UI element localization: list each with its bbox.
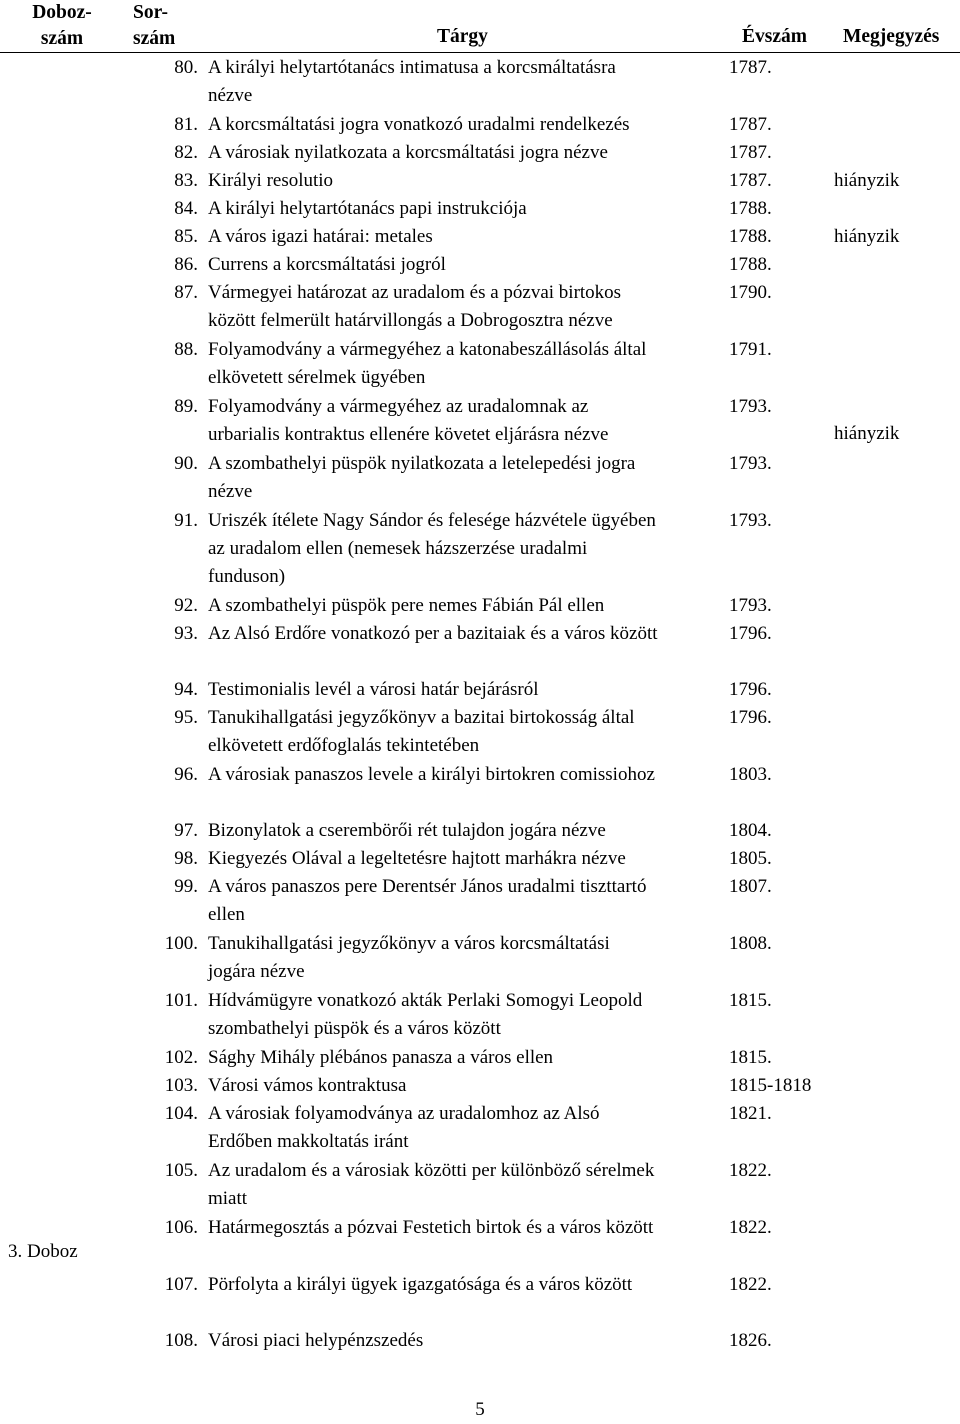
- item-year: 1793.: [729, 396, 772, 417]
- item-number: 104.: [164, 1103, 198, 1124]
- item-subject: Királyi resolutio: [208, 170, 334, 191]
- item-year: 1787.: [729, 170, 772, 191]
- item-number: 98.: [174, 848, 198, 869]
- item-subject: Városi vámos kontraktusa: [208, 1075, 407, 1096]
- item-year: 1787.: [729, 142, 772, 163]
- item-year: 1807.: [729, 876, 772, 897]
- item-year: 1791.: [729, 339, 772, 360]
- item-number: 94.: [174, 679, 198, 700]
- item-number: 90.: [174, 453, 198, 474]
- item-subject: Hídvámügyre vonatkozó akták Perlaki Somogyi Leopold szombathelyi püspök és a város között: [208, 990, 643, 1039]
- item-subject: Tanukihallgatási jegyzőkönyv a város korcsmáltatási jogára nézve: [208, 933, 610, 982]
- item-year: 1822.: [729, 1274, 772, 1295]
- item-number: 89.: [174, 396, 198, 417]
- item-number: 105.: [164, 1160, 198, 1181]
- item-number: 101.: [164, 990, 198, 1011]
- item-year: 1815-1818: [729, 1075, 812, 1096]
- item-subject: Vármegyei határozat az uradalom és a pózvai birtokos között felmerült határvillongás a Dobrogosztra nézve: [208, 282, 622, 331]
- item-subject: A szombathelyi püspök nyilatkozata a letelepedési jogra nézve: [208, 453, 636, 502]
- item-number: 87.: [174, 282, 198, 303]
- page-number: 5: [475, 1399, 485, 1420]
- item-subject: Sághy Mihály plébános panasza a város ellen: [208, 1047, 554, 1068]
- item-year: 1826.: [729, 1330, 772, 1351]
- item-subject: A városiak panaszos levele a királyi birtokren comissiohoz: [208, 764, 655, 785]
- item-number: 93.: [174, 623, 198, 644]
- item-year: 1796.: [729, 623, 772, 644]
- item-year: 1796.: [729, 679, 772, 700]
- item-year: 1787.: [729, 57, 772, 78]
- item-number: 108.: [164, 1330, 198, 1351]
- item-subject: A királyi helytartótanács papi instrukciója: [208, 198, 527, 219]
- item-number: 102.: [164, 1047, 198, 1068]
- item-subject: Folyamodvány a vármegyéhez a katonabeszállásolás által elkövetett sérelmek ügyében: [208, 339, 647, 388]
- item-number: 88.: [174, 339, 198, 360]
- item-number: 100.: [164, 933, 198, 954]
- item-number: 85.: [174, 226, 198, 247]
- item-subject: A királyi helytartótanács intimatusa a korcsmáltatásra nézve: [208, 57, 616, 106]
- item-subject: Városi piaci helypénzszedés: [208, 1330, 424, 1351]
- item-number: 84.: [174, 198, 198, 219]
- item-number: 83.: [174, 170, 198, 191]
- item-subject: Tanukihallgatási jegyzőkönyv a bazitai birtokosság által elkövetett erdőfoglalás tekintetében: [208, 707, 635, 756]
- header-note: Megjegyzés: [843, 26, 940, 47]
- item-number: 107.: [164, 1274, 198, 1295]
- item-year: 1788.: [729, 254, 772, 275]
- item-year: 1793.: [729, 453, 772, 474]
- item-year: 1822.: [729, 1160, 772, 1181]
- item-subject: Az Alsó Erdőre vonatkozó per a bazitaiak és a város között: [208, 623, 658, 644]
- item-year: 1803.: [729, 764, 772, 785]
- item-subject: Kiegyezés Olával a legeltetésre hajtott marhákra nézve: [208, 848, 626, 869]
- item-year: 1805.: [729, 848, 772, 869]
- item-number: 86.: [174, 254, 198, 275]
- item-number: 106.: [164, 1217, 198, 1238]
- item-subject: Folyamodvány a vármegyéhez az uradalomnak az urbarialis kontraktus ellenére követet eljárásra nézve: [208, 396, 609, 445]
- item-subject: Testimonialis levél a városi határ bejárásról: [208, 679, 539, 700]
- item-year: 1808.: [729, 933, 772, 954]
- item-number: 99.: [174, 876, 198, 897]
- item-year: 1793.: [729, 595, 772, 616]
- item-subject: Currens a korcsmáltatási jogról: [208, 254, 446, 275]
- item-number: 91.: [174, 510, 198, 531]
- item-year: 1787.: [729, 114, 772, 135]
- item-subject: A városiak nyilatkozata a korcsmáltatási jogra nézve: [208, 142, 608, 163]
- header-box-number: Doboz- szám: [32, 2, 92, 49]
- item-number: 80.: [174, 57, 198, 78]
- item-year: 1788.: [729, 226, 772, 247]
- item-subject: A városiak folyamodványa az uradalomhoz az Alsó Erdőben makkoltatás iránt: [208, 1103, 600, 1152]
- item-number: 92.: [174, 595, 198, 616]
- header-subject: Tárgy: [437, 26, 488, 47]
- item-subject: A korcsmáltatási jogra vonatkozó uradalmi rendelkezés: [208, 114, 630, 135]
- item-year: 1796.: [729, 707, 772, 728]
- item-note: hiányzik: [834, 226, 900, 247]
- item-note: hiányzik: [834, 170, 900, 191]
- item-subject: Bizonylatok a cserembörői rét tulajdon jogára nézve: [208, 820, 606, 841]
- item-number: 103.: [164, 1075, 198, 1096]
- item-number: 81.: [174, 114, 198, 135]
- item-number: 97.: [174, 820, 198, 841]
- item-year: 1804.: [729, 820, 772, 841]
- item-number: 95.: [174, 707, 198, 728]
- item-year: 1815.: [729, 990, 772, 1011]
- item-subject: A szombathelyi püspök pere nemes Fábián Pál ellen: [208, 595, 605, 616]
- item-year: 1822.: [729, 1217, 772, 1238]
- item-subject: Az uradalom és a városiak közötti per különböző sérelmek miatt: [208, 1160, 655, 1209]
- item-year: 1790.: [729, 282, 772, 303]
- item-subject: A város panaszos pere Derentsér János uradalmi tiszttartó ellen: [208, 876, 647, 925]
- box-label: 3. Doboz: [8, 1241, 78, 1262]
- item-number: 82.: [174, 142, 198, 163]
- item-subject: Határmegosztás a pózvai Festetich birtok és a város között: [208, 1217, 654, 1238]
- header-year: Évszám: [742, 26, 807, 47]
- item-subject: A város igazi határai: metales: [208, 226, 433, 247]
- item-note: hiányzik: [834, 423, 900, 444]
- item-subject: Pörfolyta a királyi ügyek igazgatósága és a város között: [208, 1274, 633, 1295]
- item-year: 1821.: [729, 1103, 772, 1124]
- item-year: 1815.: [729, 1047, 772, 1068]
- item-number: 96.: [174, 764, 198, 785]
- item-year: 1793.: [729, 510, 772, 531]
- table-header: [0, 0, 960, 53]
- item-year: 1788.: [729, 198, 772, 219]
- header-sequence-number: Sor- szám: [133, 2, 176, 49]
- item-subject: Uriszék ítélete Nagy Sándor és felesége házvétele ügyében az uradalom ellen (nemesek házszerzése uradalmi funduson): [208, 510, 656, 587]
